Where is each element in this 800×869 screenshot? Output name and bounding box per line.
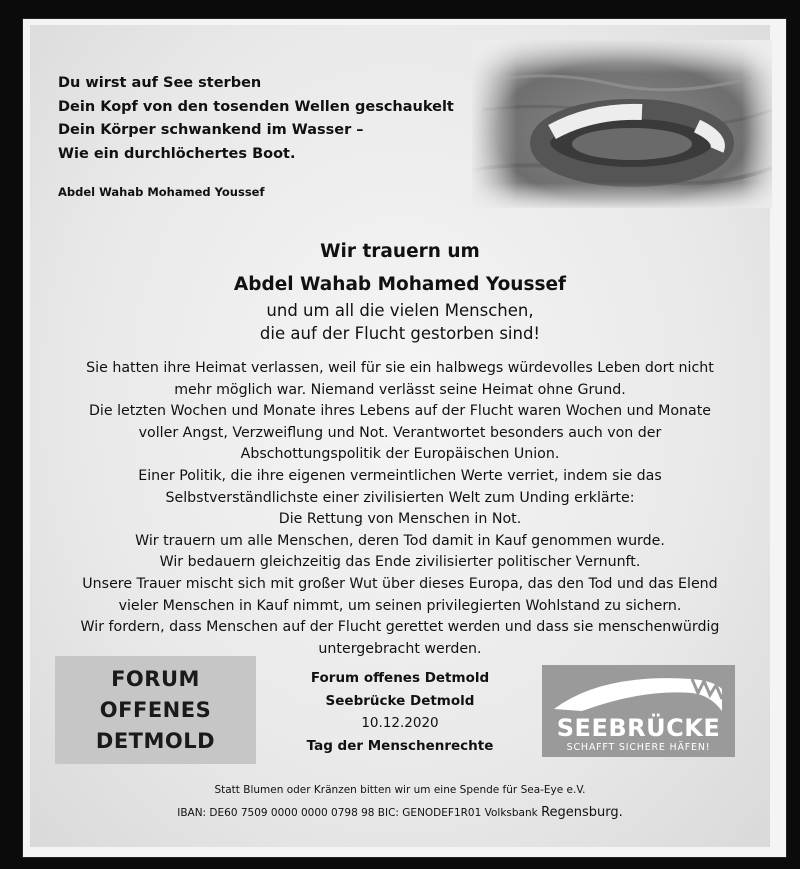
body-line: Sie hatten ihre Heimat verlassen, weil für sie ein halbwegs würdevolles Leben dort nicht <box>86 360 714 376</box>
body-line: untergebracht werden. <box>318 640 482 657</box>
life-ring-photo <box>472 40 772 208</box>
body-line: Abschottungspolitik der Europäischen Union. <box>240 446 560 463</box>
forum-logo-line: DETMOLD <box>95 729 216 753</box>
seebruecke-tagline: SCHAFFT SICHERE HÄFEN! <box>566 742 711 753</box>
body-line: Die letzten Wochen und Monate ihres Lebens auf der Flucht waren Wochen und Monate <box>88 403 712 420</box>
poem-line: Wie ein durchlöchertes Boot. <box>58 145 296 162</box>
body-line: Unsere Trauer mischt sich mit großer Wut über dieses Europa, das den Tod und das Elend <box>82 575 718 592</box>
body-line: Selbstverständlichste einer zivilisierten Welt zum Unding erklärte: <box>165 489 635 506</box>
body-line: Die Rettung von Menschen in Not. <box>278 511 522 528</box>
signer-name: Forum offenes Detmold <box>310 670 490 686</box>
bank-details <box>0 805 800 820</box>
seebruecke-logo <box>542 665 735 757</box>
date: 10.12.2020 <box>361 715 439 731</box>
forum-logo-line: FORUM <box>111 667 200 691</box>
subheading-line: und um all die vielen Menschen, <box>266 301 534 320</box>
occasion: Tag der Menschenrechte <box>306 737 494 754</box>
subheading-line: die auf der Flucht gestorben sind! <box>259 324 541 343</box>
poem-author: Abdel Wahab Mohamed Youssef <box>58 185 265 199</box>
poem-line: Dein Körper schwankend im Wasser – <box>58 122 364 138</box>
forum-logo <box>55 656 256 764</box>
body-line: Wir bedauern gleichzeitig das Ende zivilisierter politischer Vernunft. <box>159 554 641 571</box>
bank-iban-bic: IBAN: DE60 7509 0000 0000 0798 98 BIC: GENODEF1R01 Volksbank <box>177 807 538 819</box>
seebruecke-word: SEEBRÜCKE <box>556 714 721 742</box>
donation-note: Statt Blumen oder Kränzen bitten wir um eine Spende für Sea-Eye e.V. <box>214 784 586 796</box>
signers <box>290 667 510 757</box>
poem-line: Dein Kopf von den tosenden Wellen geschaukelt <box>58 98 454 115</box>
body-text <box>40 358 760 660</box>
forum-logo-line: OFFENES <box>99 698 212 722</box>
signer-name: Seebrücke Detmold <box>325 692 475 709</box>
poem-line: Du wirst auf See sterben <box>58 75 262 91</box>
body-line: Wir trauern um alle Menschen, deren Tod damit in Kauf genommen wurde. <box>135 532 665 549</box>
heading-name: Abdel Wahab Mohamed Youssef <box>233 274 567 295</box>
body-line: voller Angst, Verzweiflung und Not. Verantwortet besonders auch von der <box>138 424 662 441</box>
body-line: mehr möglich war. Niemand verlässt seine Heimat ohne Grund. <box>174 381 626 398</box>
wave-icon <box>542 665 735 715</box>
bank-city: Regensburg. <box>541 805 623 820</box>
heading-mourn: Wir trauern um <box>320 241 480 262</box>
poem <box>58 72 488 166</box>
body-line: Einer Politik, die ihre eigenen vermeintlichen Werte verriet, indem sie das <box>138 467 662 484</box>
body-line: Wir fordern, dass Menschen auf der Flucht gerettet werden und dass sie menschenwürdig <box>80 619 720 636</box>
body-line: vieler Menschen in Kauf nimmt, um seinen privilegierten Wohlstand zu sichern. <box>118 597 682 614</box>
